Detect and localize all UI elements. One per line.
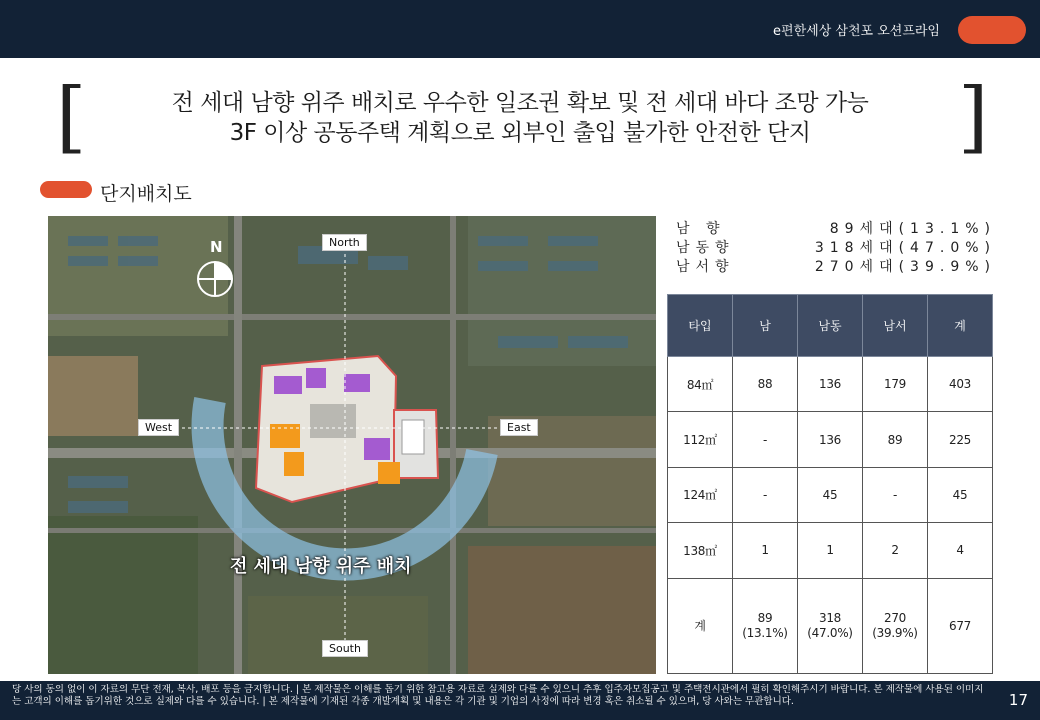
- facing-row: [676, 239, 996, 258]
- table-row: [668, 357, 993, 412]
- facing-label: 남 향: [676, 221, 726, 237]
- north-label: North: [322, 234, 367, 251]
- table-cell: 225: [928, 412, 993, 467]
- table-cell: 88: [733, 357, 798, 412]
- facing-label: 남서향: [676, 259, 735, 275]
- table-cell: -: [733, 412, 798, 467]
- bracket-right: ]: [958, 72, 989, 162]
- top-bar: [0, 0, 1040, 58]
- brand-logo-mark: [958, 16, 1026, 44]
- table-cell: 4: [928, 523, 993, 578]
- east-label: East: [500, 419, 538, 436]
- table-cell: 45: [798, 467, 863, 522]
- table-cell: 계: [668, 578, 733, 673]
- table-cell: 124㎡: [668, 467, 733, 522]
- table-row: [668, 523, 993, 578]
- table-cell: 136: [798, 357, 863, 412]
- headline-line-2: 3F 이상 공동주택 계획으로 외부인 출입 불가한 안전한 단지: [229, 120, 811, 146]
- table-total-row: [668, 578, 993, 673]
- section-title: 단지배치도: [100, 183, 192, 205]
- compass-icon: [198, 262, 232, 296]
- facing-summary: [676, 220, 996, 277]
- south-orientation-caption: 전 세대 남향 위주 배치: [230, 556, 412, 577]
- headline: [100, 88, 940, 148]
- table-cell: 1: [733, 523, 798, 578]
- facing-count: 89세대(13.1%): [829, 221, 996, 237]
- headline-line-1: 전 세대 남향 위주 배치로 우수한 일조권 확보 및 전 세대 바다 조망 가능: [171, 90, 869, 116]
- aerial-map-image: [48, 216, 656, 674]
- table-cell: 45: [928, 467, 993, 522]
- column-header: 남동: [798, 295, 863, 357]
- facing-label: 남동향: [676, 240, 735, 256]
- west-label: West: [138, 419, 179, 436]
- table-header-row: [668, 295, 993, 357]
- page-number: 17: [1008, 691, 1028, 709]
- brand-name: e편한세상 삼천포 오션프라임: [773, 24, 940, 39]
- table-cell: -: [863, 467, 928, 522]
- table-row: [668, 412, 993, 467]
- table-cell: 136: [798, 412, 863, 467]
- column-header: 남: [733, 295, 798, 357]
- table-cell: 179: [863, 357, 928, 412]
- table-cell: 89: [863, 412, 928, 467]
- table-cell: 89 (13.1%): [733, 578, 798, 673]
- table-cell: 138㎡: [668, 523, 733, 578]
- table-row: [668, 467, 993, 522]
- column-header: 남서: [863, 295, 928, 357]
- facing-count: 318세대(47.0%): [814, 240, 996, 256]
- table-cell: 112㎡: [668, 412, 733, 467]
- unit-type-table: [667, 294, 993, 674]
- facing-row: [676, 220, 996, 239]
- facing-row: [676, 258, 996, 277]
- south-label: South: [322, 640, 368, 657]
- section-marker-icon: [40, 181, 92, 198]
- table-cell: 84㎡: [668, 357, 733, 412]
- column-header: 타입: [668, 295, 733, 357]
- table-cell: 270 (39.9%): [863, 578, 928, 673]
- table-cell: 403: [928, 357, 993, 412]
- table-cell: 1: [798, 523, 863, 578]
- table-cell: 318 (47.0%): [798, 578, 863, 673]
- table-cell: -: [733, 467, 798, 522]
- table-cell: 2: [863, 523, 928, 578]
- site-plan-map: [48, 216, 656, 674]
- bracket-left: [: [56, 72, 87, 162]
- compass-north-letter: N: [210, 238, 223, 256]
- footer-bar: [0, 681, 1040, 720]
- column-header: 계: [928, 295, 993, 357]
- table-cell: 677: [928, 578, 993, 673]
- disclaimer-text: 당 사의 동의 없이 이 자료의 무단 전재, 복사, 배포 등을 금지합니다. | 본 제작물은 이해를 돕기 위한 참고용 자료로 실제와 다를 수 있으니 추후 입주자모집공고 및 주택전시관에서 필히 확인해주시기 바랍니다. 본 제작물에 사용된 이미지는 고객의 이해를 돕기위한 것으로 실제와 다를 수 있습니다. | 본 제작물에 기재된 각종 개발계획 및 내용은 각 기관 및 기업의 사정에 따라 변경 혹은 취소될 수 있으며, 당 사와는 무관합니다.: [12, 684, 984, 707]
- facing-count: 270세대(39.9%): [814, 259, 996, 275]
